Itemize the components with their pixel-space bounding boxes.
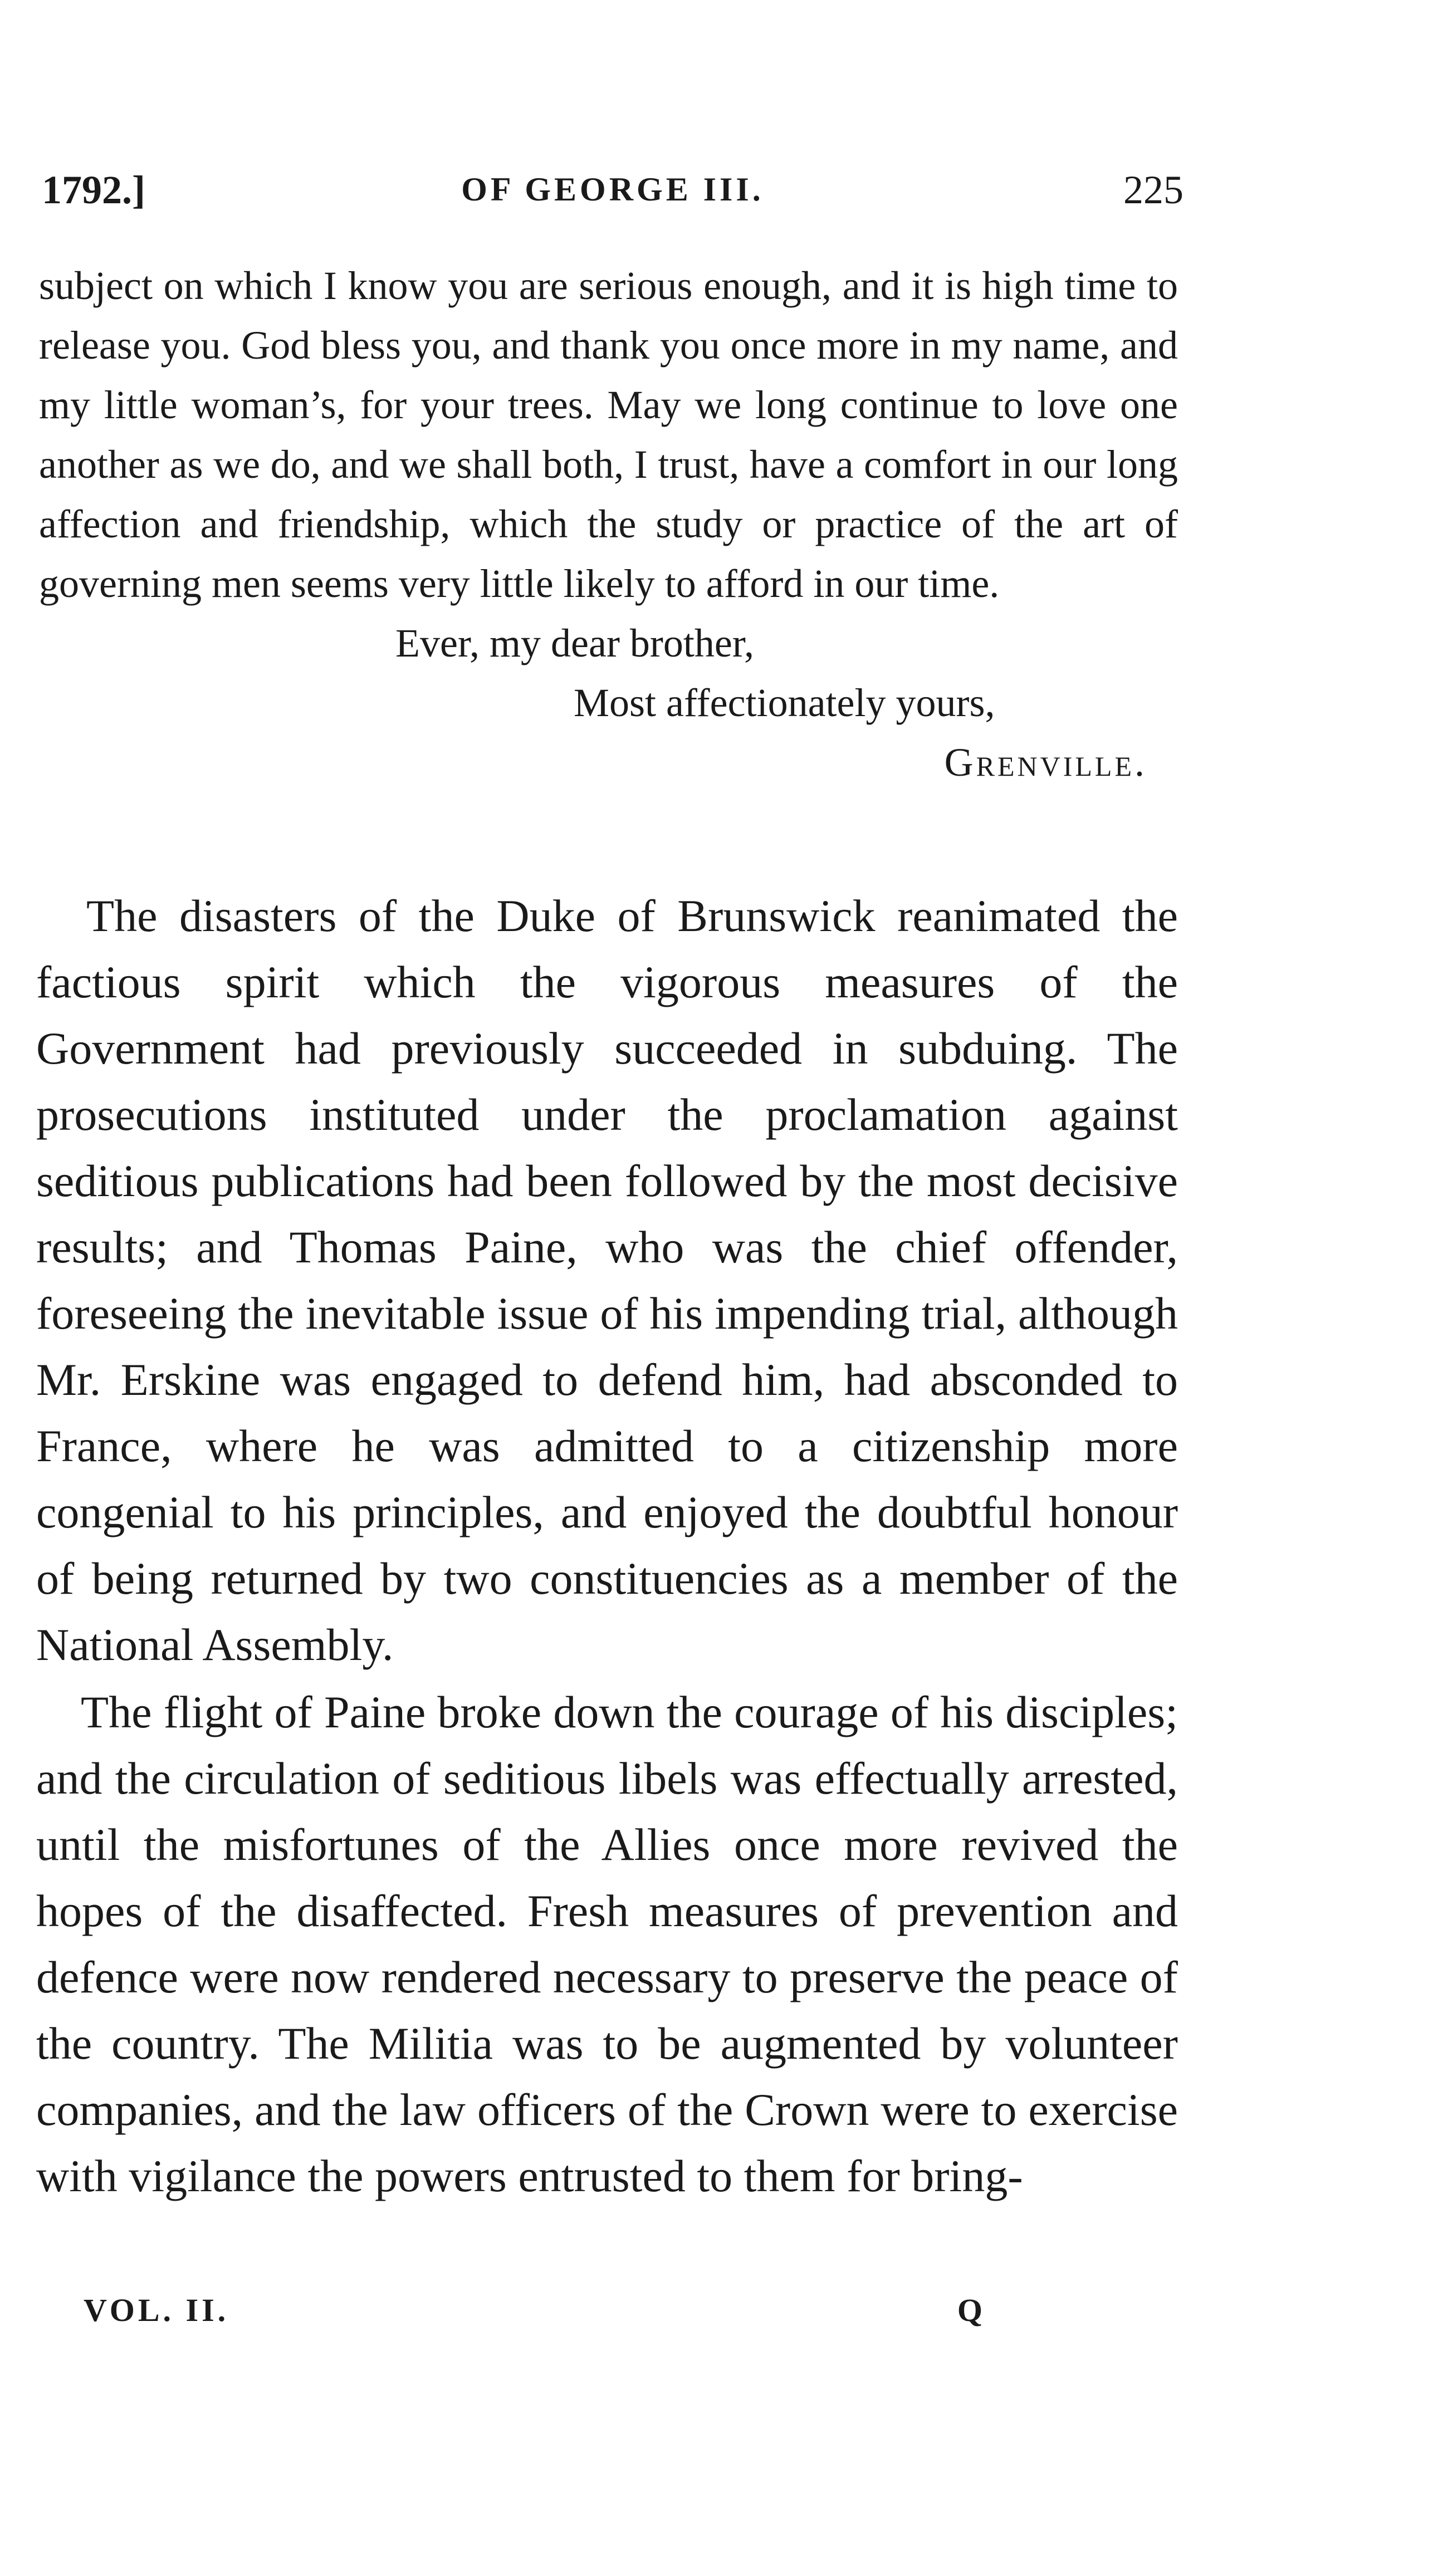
closing-salutation: Ever, my dear brother, bbox=[395, 621, 754, 665]
letter-closing bbox=[39, 614, 1178, 792]
volume-label: VOL. II. bbox=[84, 2292, 229, 2328]
letter-signature: Grenville. bbox=[944, 740, 1147, 785]
header-year: 1792.] bbox=[42, 168, 145, 212]
closing-valediction: Most affectionately yours, bbox=[574, 680, 995, 725]
signature-mark: Q bbox=[957, 2292, 986, 2328]
letter-excerpt bbox=[39, 256, 1178, 792]
letter-body: subject on which I know you are serious enough, and it is high time to release you. God bless you, and thank you once more in my name, and my little woman’s, for your trees. May we long continue to love one another as we do, and we shall both, I trust, have a comfort in our long affection and friendship, which the study or practice of the art of governing men seems very little likely to afford in our time. bbox=[39, 263, 1178, 606]
page-number: 225 bbox=[1123, 168, 1183, 212]
running-title: OF GEORGE III. bbox=[461, 171, 764, 208]
paragraph-2: The flight of Paine broke down the courage of his disciples; and the circulation of seditious libels was effectually arrested, until the misfortunes of the Allies once more revived the hopes of the disaffected. Fresh measures of prevention and defence were now rendered necessary to preserve the peace of the country. The Militia was to be augmented by volunteer companies, and the law officers of the Crown were to exercise with vigilance the powers entrusted to them for bring- bbox=[36, 1687, 1178, 2201]
page-header bbox=[42, 167, 1183, 228]
page-footer bbox=[84, 2291, 986, 2347]
narrative-text bbox=[36, 883, 1178, 2209]
paragraph-1: The disasters of the Duke of Brunswick reanimated the factious spirit which the vigorous measures of the Government had previously succeeded in subduing. The prosecutions instituted under the proclamation against seditious publications had been followed by the most decisive results; and Thomas Paine, who was the chief offender, foreseeing the inevitable issue of his impending trial, although Mr. Erskine was engaged to defend him, had absconded to France, where he was admitted to a citizenship more congenial to his principles, and enjoyed the doubtful honour of being returned by two constituencies as a member of the National Assembly. bbox=[36, 890, 1178, 1670]
